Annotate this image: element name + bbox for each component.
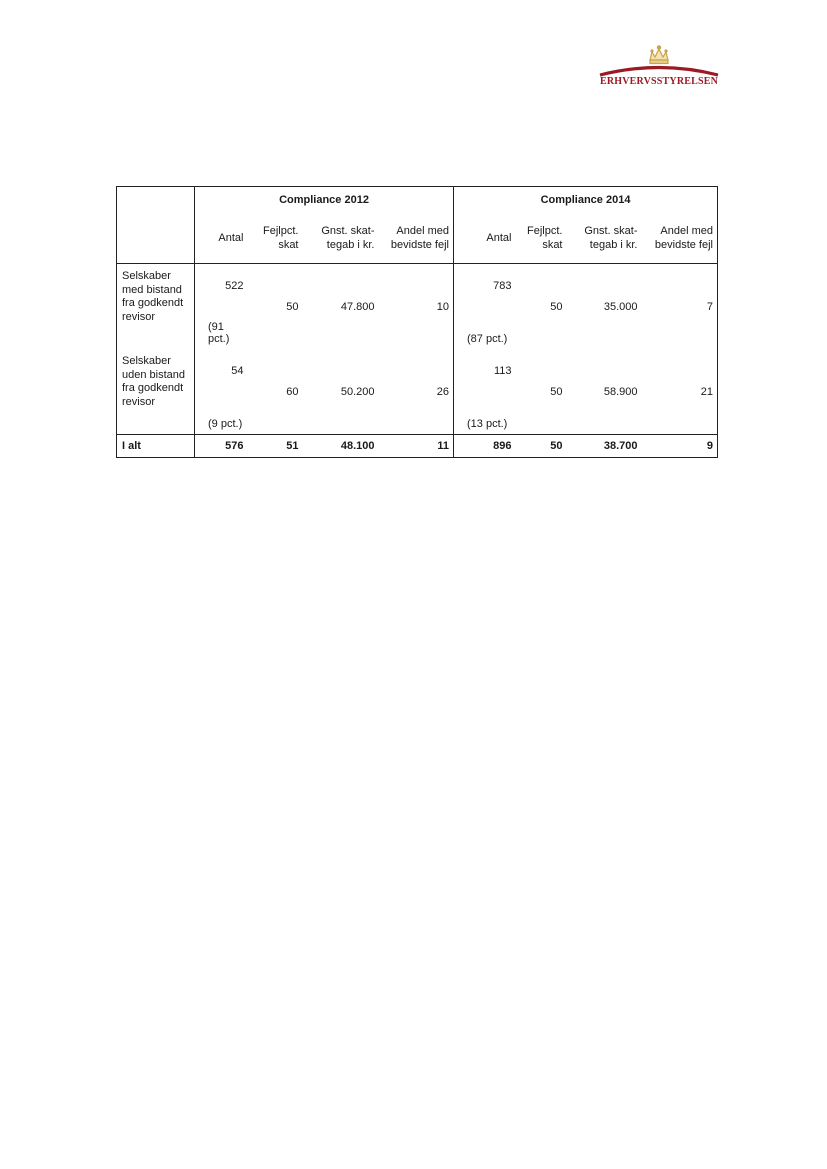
empty-corner-cell — [117, 187, 195, 264]
total-andel-2012: 11 — [379, 435, 454, 458]
total-antal-2012: 576 — [195, 435, 248, 458]
group-header-2012: Compliance 2012 — [195, 187, 454, 214]
col-header-gnst-2012 — [303, 213, 379, 264]
antal-percent: (13 pct.) — [467, 418, 508, 430]
cell-fejl-2012: 60 — [286, 385, 299, 398]
antal-value: 113 — [493, 365, 512, 377]
cell-gnst-2012: 50.200 — [340, 385, 375, 398]
total-row — [117, 435, 718, 458]
cell-andel-2014: 7 — [642, 264, 718, 350]
col-header-line: Fejlpct. — [527, 225, 563, 237]
row-label-line: fra godkendt — [122, 382, 184, 394]
group-header-2014: Compliance 2014 — [454, 187, 718, 214]
cell-andel-2014: 21 — [642, 349, 718, 435]
antal-value: 54 — [231, 365, 244, 377]
col-header-line: bevidste fejl — [390, 239, 449, 251]
total-fejl-2012: 51 — [248, 435, 303, 458]
compliance-table — [116, 186, 718, 458]
crown-icon — [598, 44, 720, 80]
cell-antal-2014 — [454, 264, 516, 350]
col-header-andel-2012 — [379, 213, 454, 264]
col-header-line: Andel med — [660, 225, 713, 237]
cell-fejl-2012: 50 — [286, 300, 299, 313]
row-label-line: uden bistand — [122, 368, 185, 381]
col-header-line: skat — [542, 239, 563, 251]
col-header-gnst-2014 — [567, 213, 642, 264]
table-row — [117, 349, 718, 435]
col-header-line: Gnst. skat- — [584, 225, 638, 237]
col-header-andel-2014 — [642, 213, 718, 264]
row-label-line: revisor — [122, 310, 156, 323]
total-gnst-2014: 38.700 — [567, 435, 642, 458]
col-header-line: skat — [278, 239, 299, 251]
row-label-line: fra godkendt — [122, 297, 184, 309]
cell-antal-2014 — [454, 349, 516, 435]
col-header-antal-2012: Antal — [195, 213, 248, 264]
col-header-line: Gnst. skat- — [321, 225, 375, 237]
cell-gnst-2014: 35.000 — [603, 300, 638, 313]
cell-gnst-2014: 58.900 — [603, 385, 638, 398]
erhvervsstyrelsen-logo — [598, 44, 720, 92]
col-header-line: Fejlpct. — [263, 225, 299, 237]
total-label: I alt — [117, 435, 195, 458]
col-header-fejl-2012 — [248, 213, 303, 264]
col-header-fejl-2014 — [516, 213, 567, 264]
total-gnst-2012: 48.100 — [303, 435, 379, 458]
col-header-line: tegab i kr. — [326, 239, 375, 251]
cell-gnst-2012: 47.800 — [340, 300, 375, 313]
row-label — [117, 264, 195, 350]
cell-andel-2012: 10 — [436, 300, 449, 313]
logo-wordmark: ERHVERVSSTYRELSEN — [599, 76, 719, 87]
col-header-line: bevidste fejl — [654, 239, 713, 251]
cell-fejl-2014: 50 — [550, 385, 563, 398]
table-row — [117, 264, 718, 350]
row-label-line: Selskaber — [122, 355, 171, 367]
row-label-line: Selskaber — [122, 270, 171, 282]
antal-value: 783 — [493, 280, 512, 292]
total-fejl-2014: 50 — [516, 435, 567, 458]
col-header-line: tegab i kr. — [589, 239, 638, 251]
cell-fejl-2014: 50 — [550, 300, 563, 313]
col-header-line: Andel med — [396, 225, 449, 237]
column-header-row — [117, 213, 718, 264]
row-label-line: revisor — [122, 395, 156, 408]
antal-percent: (91 pct.) — [208, 321, 230, 345]
cell-antal-2012 — [195, 349, 248, 435]
antal-value: 522 — [225, 280, 244, 292]
total-antal-2014: 896 — [454, 435, 516, 458]
group-header-row — [117, 187, 718, 214]
row-label-line: med bistand — [122, 283, 182, 296]
antal-percent: (9 pct.) — [208, 418, 243, 430]
col-header-antal-2014: Antal — [454, 213, 516, 264]
total-andel-2014: 9 — [642, 435, 718, 458]
antal-percent: (87 pct.) — [467, 333, 508, 345]
row-label — [117, 349, 195, 435]
cell-antal-2012 — [195, 264, 248, 350]
cell-andel-2012: 26 — [436, 385, 449, 398]
